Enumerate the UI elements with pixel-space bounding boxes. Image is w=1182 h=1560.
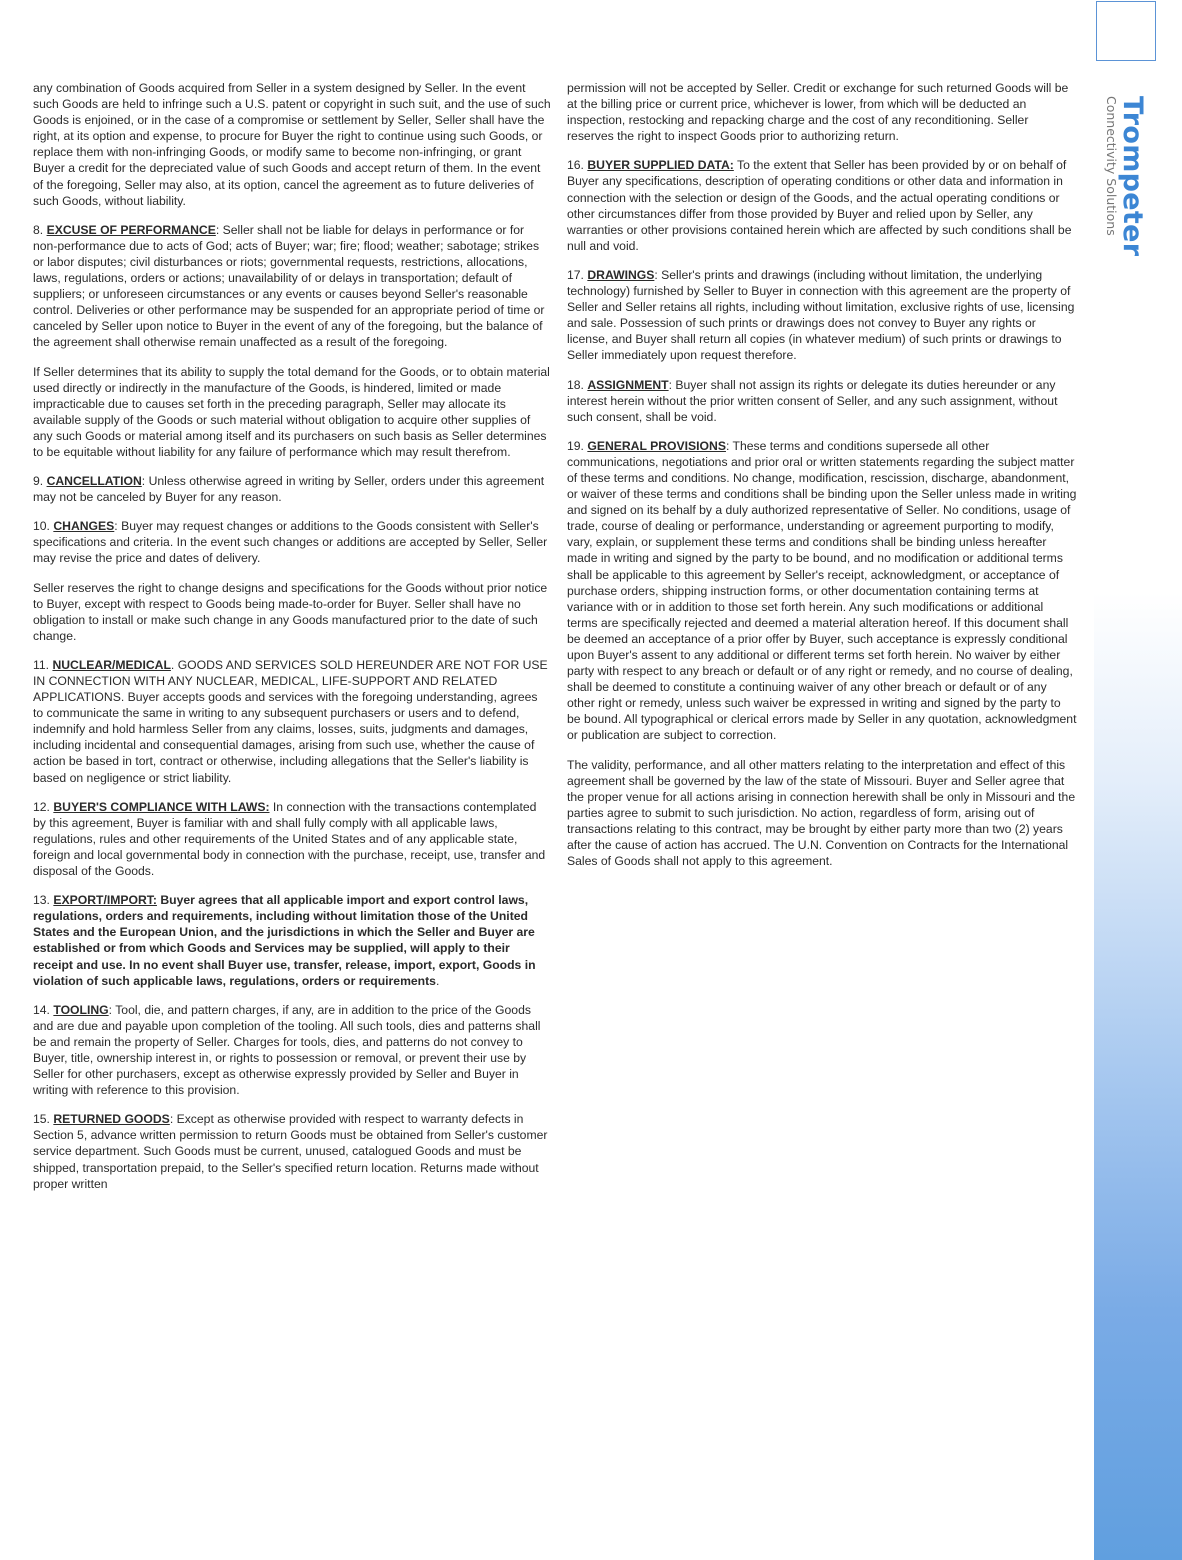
- section-body: : Except as otherwise provided with respect to warranty defects in Section 5, advance written permission to return Goods must be obtained from Seller's customer service department. Such Goods must be current, unused, catalogued Goods and must be shipped, transportation prepaid, to the Seller's specified return location. Returns made without proper written: [33, 1112, 548, 1191]
- paragraph-text: If Seller determines that its ability to supply the total demand for the Goods, or to obtain material used directly or indirectly in the manufacture of the Goods, is hindered, limited or made impracticable due to causes set forth in the preceding paragraph, Seller may allocate its available supply of the Goods or such material without obligation to acquire other supplies of any such Goods or material among itself and its purchasers on such basis as Seller determines to be equitable without liability for any failure of performance which may result therefrom.: [33, 364, 550, 459]
- section-title: BUYER SUPPLIED DATA:: [587, 158, 734, 173]
- right-column: [567, 80, 1077, 882]
- section-18: [567, 377, 1077, 425]
- paragraph-text: permission will not be accepted by Seller. Credit or exchange for such returned Goods will be at the billing price or current price, whichever is lower, from which will be deducted an inspection, restocking and repacking charge and the cost of any reconditioning. Seller reserves the right to inspect Goods prior to authorizing return.: [567, 81, 1069, 144]
- paragraph-text: The validity, performance, and all other matters relating to the interpretation and effect of this agreement shall be governed by the law of the state of Missouri. Buyer and Seller agree that the proper venue for all actions arising in connection herewith shall be only in Missouri and the parties agree to submit to such jurisdiction. No action, regardless of form, arising out of transactions relating to this contract, may be brought by either party more than two (2) years after the cause of action has accrued. The U.N. Convention on Contracts for the International Sales of Goods shall not apply to this agreement.: [567, 757, 1076, 869]
- section-number: 15.: [33, 1112, 50, 1127]
- section-8-continued: [33, 364, 551, 461]
- section-number: 8.: [33, 222, 44, 237]
- section-end: .: [435, 973, 440, 988]
- section-body: . GOODS AND SERVICES SOLD HEREUNDER ARE NOT FOR USE IN CONNECTION WITH ANY NUCLEAR, MEDICAL, LIFE-SUPPORT AND RELATED APPLICATIONS. Buyer accepts goods and services with the foregoing understanding, agrees to communicate the same in writing to any subsequent purchasers or users and to defend, indemnify and hold harmless Seller from any claims, losses, suits, judgments and damages, including incidental and consequential damages, arising from such use, whether the cause of action be based in tort, contract or otherwise, including allegations that the Seller's liability is based on negligence or strict liability.: [33, 657, 548, 785]
- section-body: : Unless otherwise agreed in writing by Seller, orders under this agreement may not be canceled by Buyer for any reason.: [33, 474, 545, 505]
- section-number: 16.: [567, 158, 584, 173]
- section-19-continued: [567, 757, 1077, 870]
- section-number: 12.: [33, 799, 50, 814]
- section-title: ASSIGNMENT: [587, 377, 669, 392]
- paragraph-text: any combination of Goods acquired from Seller in a system designed by Seller. In the event such Goods are held to infringe such a U.S. patent or copyright in such suit, and the use of such Goods is enjoined, or in the case of a compromise or settlement by Seller, Seller shall have the right, at its option and expense, to procure for Buyer the right to continue using such Goods, or replace them with non-infringing Goods, or modify same to become non-infringing, or grant Buyer a credit for the depreciated value of such Goods and accept return of them. In the event of the foregoing, Seller may also, at its option, cancel the agreement as to future deliveries of such Goods, without liability.: [33, 81, 551, 208]
- section-body: : Tool, die, and pattern charges, if any, are in addition to the price of the Goods and are due and payable upon completion of the tooling. All such tools, dies and patterns shall be and remain the property of Seller. Charges for tools, dies, and patterns do not convey to Buyer, title, ownership interest in, or rights to possession or removal, or prevent their use by Seller for other purchasers, except as otherwise expressly provided by Seller and Buyer in writing with reference to this provision.: [33, 1002, 541, 1098]
- section-title: EXPORT/IMPORT:: [53, 893, 157, 908]
- section-19: [567, 438, 1077, 744]
- section-number: 17.: [567, 267, 584, 282]
- section-title: CHANGES: [53, 519, 115, 534]
- section-title: NUCLEAR/MEDICAL: [52, 657, 171, 672]
- section-title: TOOLING: [53, 1002, 109, 1017]
- paragraph-continued: [567, 80, 1077, 144]
- section-16: [567, 157, 1077, 254]
- section-title: DRAWINGS: [587, 267, 655, 282]
- section-17: [567, 267, 1077, 364]
- left-column: [33, 80, 551, 1205]
- section-8: [33, 222, 551, 351]
- section-15: [33, 1111, 551, 1191]
- section-12: [33, 799, 551, 879]
- section-13: [33, 892, 551, 989]
- section-10: [33, 518, 551, 566]
- logo-box: [1096, 1, 1156, 61]
- section-number: 13.: [33, 893, 50, 908]
- section-body: In connection with the transactions contemplated by this agreement, Buyer is familiar with and shall fully comply with all applicable laws, regulations, rules and other requirements of the United States and of any applicable state, foreign and local governmental body in connection with the purchase, receipt, use, transfer and disposal of the Goods.: [33, 799, 546, 879]
- section-title: EXCUSE OF PERFORMANCE: [46, 222, 216, 237]
- paragraph-continued: [33, 80, 551, 209]
- section-body: Buyer agrees that all applicable import and export control laws, regulations, orders and requirements, including without limitation those of the United States and the European Union, and the jurisdictions in which the Seller and Buyer are established or from which Goods and Services may be supplied, will apply to their receipt and use. In no event shall Buyer use, transfer, release, import, export, Goods in violation of such applicable laws, regulations, orders or requirements: [33, 893, 536, 988]
- section-title: BUYER'S COMPLIANCE WITH LAWS:: [53, 799, 270, 814]
- brand-tagline: Connectivity Solutions: [1104, 96, 1119, 236]
- section-title: CANCELLATION: [46, 474, 142, 489]
- section-title: RETURNED GOODS: [53, 1112, 170, 1127]
- section-number: 18.: [567, 377, 584, 392]
- section-body: : Seller shall not be liable for delays in performance or for non-performance due to acts of God; acts of Buyer; war; fire; flood; weather; sabotage; strikes or labor disputes; civil disturbances or riots; governmental requests, restrictions, allocations, laws, regulations, orders or actions; unavailability of or delays in transportation; default of suppliers; or unforeseen circumstances or any events or causes beyond Seller's reasonable control. Deliveries or other performance may be suspended for an appropriate period of time or canceled by Seller upon notice to Buyer in the event of any of the foregoing, but the balance of the agreement shall otherwise remain unaffected as a result of the foregoing.: [33, 222, 545, 350]
- section-number: 10.: [33, 519, 50, 534]
- section-body: : Buyer shall not assign its rights or delegate its duties hereunder or any interest herein without the prior written consent of Seller, and any such assignment, without such consent, shall be void.: [567, 377, 1058, 424]
- section-title: GENERAL PROVISIONS: [587, 438, 726, 453]
- section-10-continued: [33, 580, 551, 644]
- section-9: [33, 473, 551, 505]
- section-body: : Buyer may request changes or additions to the Goods consistent with Seller's specifications and criteria. In the event such changes or additions are accepted by Seller, Seller may revise the price and dates of delivery.: [33, 519, 548, 566]
- section-body: To the extent that Seller has been provided by or on behalf of Buyer any specifications, description of operating conditions or other data and information in connection with the selection or design of the Goods, and the actual operating conditions or other circumstances differ from those provided by Buyer and relied upon by Seller, any warranties or other provisions contained herein which are affected by such conditions shall be null and void.: [567, 158, 1072, 253]
- section-body: : Seller's prints and drawings (including without limitation, the underlying technology) furnished by Seller to Buyer in connection with this agreement are the property of Seller and Seller retains all rights, including without limitation, exclusive rights of use, licensing and sale. Possession of such prints or drawings does not convey to Buyer any rights or license, and Buyer shall return all copies (in whatever medium) of such prints or drawings to Seller immediately upon request therefore.: [567, 267, 1075, 363]
- section-number: 19.: [567, 438, 584, 453]
- section-body: : These terms and conditions supersede all other communications, negotiations and prior oral or written statements regarding the subject matter of these terms and conditions. No change, modification, rescission, discharge, abandonment, or waiver of these terms and conditions shall be binding upon the Seller unless made in writing and signed on its behalf by a duly authorized representative of Seller. No conditions, usage of trade, course of dealing or performance, understanding or agreement purporting to modify, vary, explain, or supplement these terms and conditions shall be binding unless hereafter made in writing and signed by the party to be bound, and no modification or additional terms shall be applicable to this agreement by Seller's receipt, acknowledgment, or acceptance of purchase orders, shipping instruction forms, or other documentation containing terms at variance with or in addition to those set forth herein. Any such modifications or additional terms are specifically rejected and deemed a material alteration hereof. If this document shall be deemed an acceptance of a prior offer by Buyer, such acceptance is expressly conditional upon Buyer's assent to any additional or different terms set forth herein. No waiver by either party with respect to any breach or default or of any right or remedy, and no course of dealing, shall be deemed to constitute a continuing waiver of any other breach or default or of any other right or remedy, unless such waiver be expressed in writing and signed by the party to be bound. All typographical or clerical errors made by Seller in any quotation, acknowledgment or publication are subject to correction.: [567, 438, 1077, 743]
- section-11: [33, 657, 551, 786]
- section-14: [33, 1002, 551, 1099]
- brand-block: [1100, 96, 1148, 276]
- section-number: 11.: [33, 657, 50, 672]
- paragraph-text: Seller reserves the right to change designs and specifications for the Goods without prior notice to Buyer, except with respect to Goods being made-to-order for Buyer. Seller shall have no obligation to install or make such change in any Goods manufactured prior to the date of such change.: [33, 580, 548, 643]
- section-number: 14.: [33, 1002, 50, 1017]
- brand-rotated: [1104, 96, 1146, 276]
- section-number: 9.: [33, 474, 44, 489]
- brand-name: Trompeter: [1117, 96, 1148, 257]
